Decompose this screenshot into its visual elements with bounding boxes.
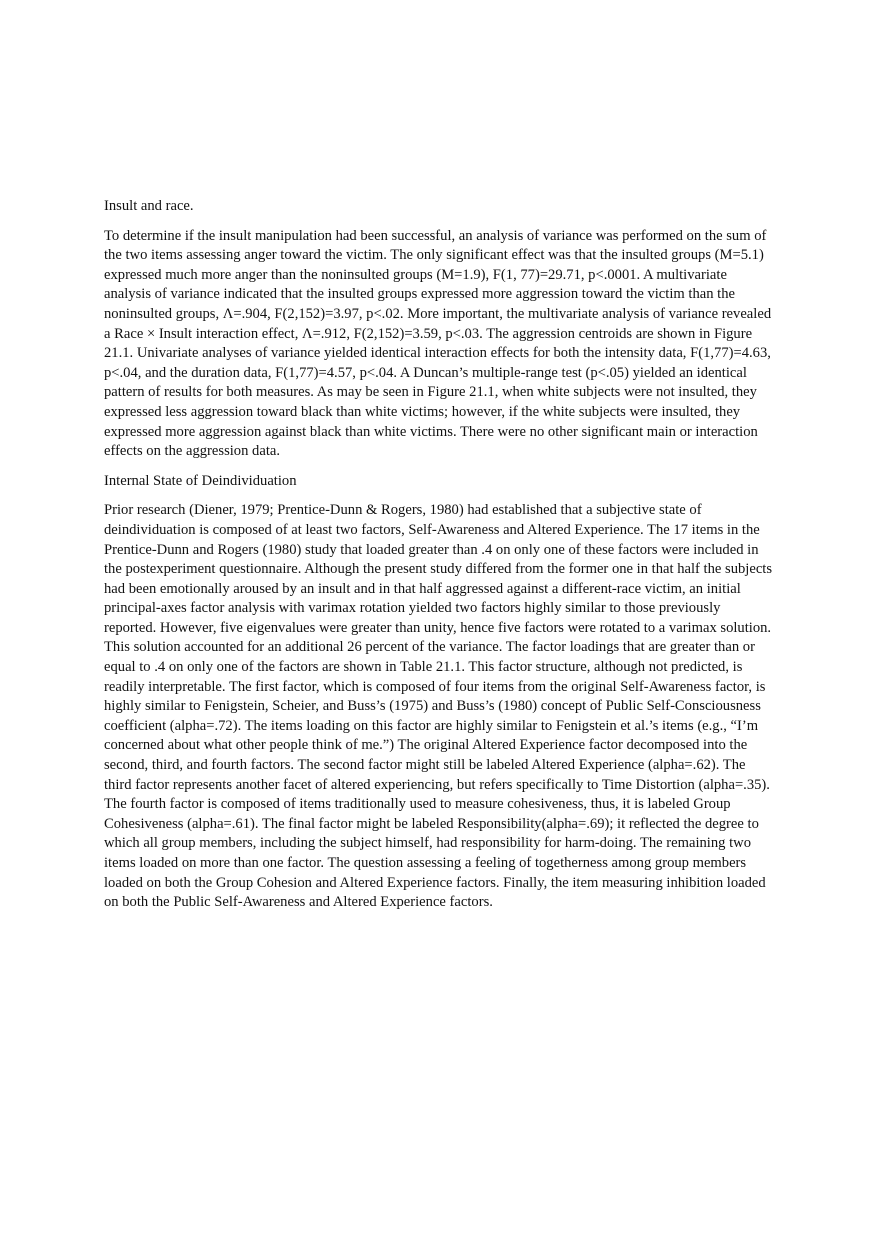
page-body <box>104 197 776 923</box>
section-heading-insult-and-race: Insult and race. <box>104 198 194 214</box>
insult-and-race-paragraph: To determine if the insult manipulation had been successful, an analysis of variance was performed on the sum of the two items assessing anger toward the victim. The only significant effect was that the insulted groups (M=5.1) expressed much more anger than the noninsulted groups (M=1.9), F(1, 77)=29.71, p<.0001. A multivariate analysis of variance indicated that the insulted groups expressed more aggression toward the victim than the noninsulted groups, Λ=.904, F(2,152)=3.97, p<.02. More important, the multivariate analysis of variance revealed a Race × Insult interaction effect, Λ=.912, F(2,152)=3.59, p<.03. The aggression centroids are shown in Figure 21.1. Univariate analyses of variance yielded identical interaction effects for both the intensity data, F(1,77)=4.63, p<.04, and the duration data, F(1,77)=4.57, p<.04. A Duncan’s multiple-range test (p<.05) yielded an identical pattern of results for both measures. As may be seen in Figure 21.1, when white subjects were not insulted, they expressed less aggression toward black than white victims; however, if the white subjects were insulted, they expressed more aggression against black than white victims. There were no other significant main or interaction effects on the aggression data. <box>104 227 772 460</box>
internal-state-paragraph: Prior research (Diener, 1979; Prentice-Dunn & Rogers, 1980) had established that a subjective state of deindividuation is composed of at least two factors, Self-Awareness and Altered Experience. The 17 items in the Prentice-Dunn and Rogers (1980) study that loaded greater than .4 on only one of these factors were included in the postexperiment questionnaire. Although the present study differed from the former one in that half the subjects had been emotionally aroused by an insult and in that half aggressed against a different-race victim, an initial principal-axes factor analysis with varimax rotation yielded two factors highly similar to those previously reported. However, five eigenvalues were greater than unity, hence five factors were rotated to a varimax solution. This solution accounted for an additional 26 percent of the variance. The factor loadings that are greater than or equal to .4 on only one of the factors are shown in Table 21.1. This factor structure, although not predicted, is readily interpretable. The first factor, which is composed of four items from the original Self-Awareness factor, is highly similar to Fenigstein, Scheier, and Buss’s (1975) and Buss’s (1980) concept of Public Self-Consciousness coefficient (alpha=.72). The items loading on this factor are highly similar to Fenigstein et al.’s items (e.g., “I’m concerned about what other people think of me.”) The original Altered Experience factor decomposed into the second, third, and fourth factors. The second factor might still be labeled Altered Experience (alpha=.62). The third factor represents another facet of altered experiencing, but refers specifically to Time Distortion (alpha=.35). The fourth factor is composed of items traditionally used to measure cohesiveness, thus, it is labeled Group Cohesiveness (alpha=.61). The final factor might be labeled Responsibility(alpha=.69); it reflected the degree to which all group members, including the subject himself, had responsibility for harm-doing. The remaining two items loaded on more than one factor. The question assessing a feeling of togetherness among group members loaded on both the Group Cohesion and Altered Experience factors. Finally, the item measuring inhibition loaded on both the Public Self-Awareness and Altered Experience factors. <box>104 502 773 911</box>
section-heading-internal-state: Internal State of Deindividuation <box>104 472 297 489</box>
